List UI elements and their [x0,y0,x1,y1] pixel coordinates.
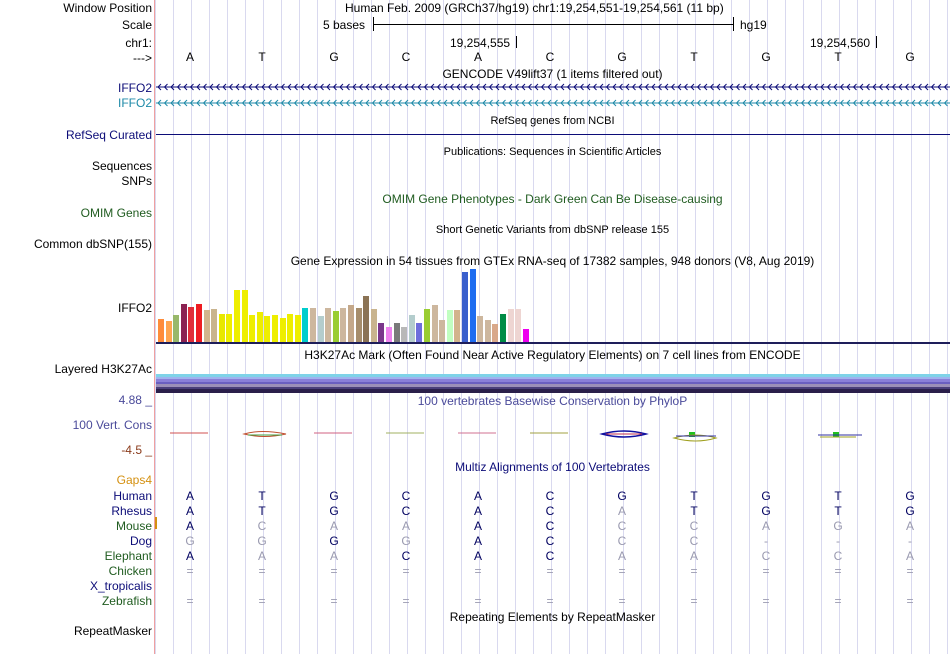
gtex-tissue-bar[interactable] [363,296,369,342]
gtex-tissue-bar[interactable] [173,315,179,342]
gtex-tissue-bar[interactable] [348,305,354,342]
aligned-base: = [834,594,842,608]
gtex-tissue-bar[interactable] [264,316,270,342]
gtex-tissue-bar[interactable] [211,309,217,342]
gtex-tissue-bar[interactable] [295,315,301,342]
scale-text: 5 bases [323,18,366,32]
gtex-tissue-bar[interactable] [280,318,286,342]
gtex-tissue-bar[interactable] [181,304,187,342]
aligned-base: A [257,549,267,563]
gencode-track-title: GENCODE V49lift37 (1 items filtered out) [442,67,663,81]
aligned-base: C [545,504,555,518]
aligned-base: = [474,594,482,608]
gtex-baseline [156,342,950,344]
aligned-base: = [186,564,194,578]
gtex-tissue-bar[interactable] [333,311,339,342]
gtex-gene-label[interactable]: IFFO2 [117,301,152,315]
aligned-base: = [690,594,698,608]
gtex-tissue-bar[interactable] [272,315,278,342]
reference-base: A [185,50,195,64]
gtex-tissue-bar[interactable] [447,310,453,342]
reference-base: A [473,50,483,64]
gtex-tissue-bar[interactable] [318,316,324,342]
gtex-tissue-bar[interactable] [508,309,514,342]
aligned-base: - [764,534,768,548]
aligned-base: = [690,564,698,578]
gtex-tissue-bar[interactable] [523,329,529,342]
reference-base: T [690,50,698,64]
aligned-base: G [761,504,771,518]
aligned-base: A [185,549,195,563]
aligned-base: = [186,594,194,608]
gtex-tissue-bar[interactable] [439,320,445,342]
aligned-base: = [546,594,554,608]
gtex-tissue-bar[interactable] [432,305,438,342]
refseq-track-title: RefSeq genes from NCBI [490,115,615,127]
gtex-tissue-bar[interactable] [257,312,263,342]
refseq-gene-line[interactable] [156,134,950,135]
aligned-base: G [617,489,627,503]
aligned-base: - [908,534,912,548]
aligned-base: C [689,534,699,548]
species-label[interactable]: Rhesus [111,504,152,518]
aligned-base: A [761,519,771,533]
gtex-tissue-bar[interactable] [166,321,172,342]
reference-base: G [617,50,627,64]
reference-base: G [761,50,771,64]
aligned-base: C [833,549,843,563]
gtex-tissue-bar[interactable] [219,314,225,342]
aligned-base: G [761,489,771,503]
h3k27ac-track-title: H3K27Ac Mark (Often Found Near Active Regulatory Elements) on 7 cell lines from ENCODE [304,348,801,362]
coord-label-b: 19,254,560 [810,36,871,50]
reference-base: C [545,50,555,64]
gtex-track-title: Gene Expression in 54 tissues from GTEx RNA-seq of 17382 samples, 948 donors (V8, Aug 2019) [290,254,815,268]
gtex-tissue-bar[interactable] [470,269,476,342]
gtex-tissue-bar[interactable] [386,327,392,342]
gtex-tissue-bar[interactable] [356,308,362,342]
gtex-tissue-bar[interactable] [371,309,377,342]
aligned-base: G [905,489,915,503]
gtex-tissue-bar[interactable] [287,314,293,342]
h3k27ac-label[interactable]: Layered H3K27Ac [54,362,152,376]
gtex-tissue-bar[interactable] [226,314,232,342]
aligned-base: G [329,534,339,548]
mouse-gap-marker [155,517,157,529]
publications-label-line1[interactable]: Sequences [91,159,152,173]
aligned-base: A [617,504,627,518]
gtex-tissue-bar[interactable] [515,309,521,342]
phylop-label[interactable]: 100 Vert. Cons [72,418,152,432]
species-label[interactable]: Elephant [104,549,152,563]
reference-base: C [401,50,411,64]
aligned-base: A [185,489,195,503]
refseq-label[interactable]: RefSeq Curated [65,128,152,142]
gtex-tissue-bar[interactable] [302,308,308,342]
phylop-signal[interactable] [156,424,950,446]
aligned-base: T [690,489,698,503]
aligned-base: A [329,549,339,563]
gtex-tissue-bar[interactable] [454,310,460,342]
repeatmasker-label[interactable]: RepeatMasker [73,624,152,638]
aligned-base: A [617,549,627,563]
species-label[interactable]: Human [113,489,152,503]
aligned-base: A [689,549,699,563]
aligned-base: A [473,519,483,533]
strand-arrow-label[interactable]: ---> [133,51,152,65]
scale-db: hg19 [740,18,767,32]
aligned-base: C [401,504,411,518]
aligned-base: A [905,549,915,563]
aligned-base: C [401,549,411,563]
phylop-track-title: 100 vertebrates Basewise Conservation by PhyloP [417,394,688,408]
gtex-tissue-bar[interactable] [485,320,491,342]
aligned-base: C [401,489,411,503]
scale-bar-right-tick [733,17,734,31]
coord-tick-b [876,36,877,48]
aligned-base: = [618,564,626,578]
gtex-tissue-bar[interactable] [340,308,346,342]
gtex-tissue-bar[interactable] [234,290,240,342]
aligned-base: G [185,534,195,548]
aligned-base: C [257,519,267,533]
aligned-base: = [906,564,914,578]
reference-base: T [258,50,266,64]
aligned-base: A [473,549,483,563]
gencode-transcripts[interactable] [156,81,950,111]
aligned-base: G [329,489,339,503]
aligned-base: A [473,489,483,503]
aligned-base: C [689,519,699,533]
gtex-tissue-bar[interactable] [424,309,430,342]
reference-base: G [329,50,339,64]
aligned-base: T [258,504,266,518]
gtex-tissue-bar[interactable] [394,323,400,342]
aligned-base: = [330,594,338,608]
species-label[interactable]: X_tropicalis [89,579,152,593]
aligned-base: A [473,534,483,548]
aligned-base: = [834,564,842,578]
aligned-base: C [545,489,555,503]
gtex-tissue-bar[interactable] [401,327,407,342]
aligned-base: C [545,519,555,533]
aligned-base: C [761,549,771,563]
aligned-base: G [401,534,411,548]
dbsnp-label[interactable]: Common dbSNP(155) [33,237,152,251]
gtex-tissue-bar[interactable] [409,315,415,342]
species-label[interactable]: Chicken [108,564,152,578]
scale-label[interactable]: Scale [121,18,152,32]
publications-label-line2[interactable]: SNPs [121,174,152,188]
aligned-base: = [762,564,770,578]
aligned-base: = [330,564,338,578]
species-label[interactable]: Mouse [115,519,152,533]
coord-label-a: 19,254,555 [450,36,511,50]
scale-bar [373,24,733,25]
aligned-base: = [546,564,554,578]
aligned-base: = [618,594,626,608]
aligned-base: A [185,504,195,518]
gtex-tissue-bar[interactable] [378,323,384,342]
gtex-tissue-bar[interactable] [500,314,506,342]
multiz-track-title: Multiz Alignments of 100 Vertebrates [455,460,650,474]
gtex-tissue-bar[interactable] [416,323,422,342]
aligned-base: A [185,519,195,533]
aligned-base: G [329,504,339,518]
aligned-base: = [258,564,266,578]
gtex-tissue-bar[interactable] [249,315,255,342]
reference-base: T [834,50,842,64]
gtex-tissue-bar[interactable] [492,324,498,342]
coord-tick-a [516,36,517,48]
aligned-base: G [257,534,267,548]
aligned-base: T [834,504,842,518]
aligned-base: = [402,594,410,608]
aligned-base: - [836,534,840,548]
aligned-base: A [905,519,915,533]
assembly-position-text: Human Feb. 2009 (GRCh37/hg19) chr1:19,254,551-19,254,561 (11 bp) [345,1,724,15]
phylop-max-label: 4.88 _ [118,393,152,407]
aligned-base: G [905,504,915,518]
species-label[interactable]: Zebrafish [101,594,152,608]
aligned-base: G [833,519,843,533]
gtex-tissue-bar[interactable] [325,308,331,342]
h3k27ac-signal[interactable] [156,374,950,392]
gtex-bar-chart[interactable] [156,268,536,342]
chrom-label[interactable]: chr1: [125,36,152,50]
gtex-tissue-bar[interactable] [204,310,210,342]
aligned-base: = [762,594,770,608]
aligned-base: = [258,594,266,608]
omim-label[interactable]: OMIM Genes [80,206,152,220]
aligned-base: T [834,489,842,503]
dbsnp-track-title: Short Genetic Variants from dbSNP release 155 [435,224,670,236]
aligned-base: A [329,519,339,533]
aligned-base: A [401,519,411,533]
publications-track-title: Publications: Sequences in Scientific Articles [443,146,662,158]
gtex-tissue-bar[interactable] [158,319,164,342]
aligned-base: C [617,519,627,533]
window-position-label[interactable]: Window Position [63,1,152,15]
gtex-tissue-bar[interactable] [462,272,468,342]
gtex-tissue-bar[interactable] [242,290,248,342]
aligned-base: A [473,504,483,518]
species-label[interactable]: Dog [129,534,152,548]
aligned-base: = [474,564,482,578]
aligned-base: C [545,549,555,563]
aligned-base: T [690,504,698,518]
gtex-tissue-bar[interactable] [477,316,483,342]
gtex-tissue-bar[interactable] [188,307,194,342]
repeatmasker-track-title: Repeating Elements by RepeatMasker [449,610,656,624]
aligned-base: = [906,594,914,608]
reference-base: G [905,50,915,64]
label-divider [154,0,155,654]
aligned-base: C [545,534,555,548]
omim-track-title: OMIM Gene Phenotypes - Dark Green Can Be Disease-causing [382,192,723,206]
gtex-tissue-bar[interactable] [310,308,316,342]
aligned-base: = [402,564,410,578]
gencode-gene-label-1[interactable]: IFFO2 [117,81,152,95]
h3k27ac-layer [156,389,950,392]
gaps-label[interactable]: Gaps4 [116,473,152,487]
gencode-gene-label-2[interactable]: IFFO2 [117,96,152,110]
aligned-base: C [617,534,627,548]
phylop-min-label: -4.5 _ [121,443,152,457]
gtex-tissue-bar[interactable] [196,304,202,342]
aligned-base: T [258,489,266,503]
